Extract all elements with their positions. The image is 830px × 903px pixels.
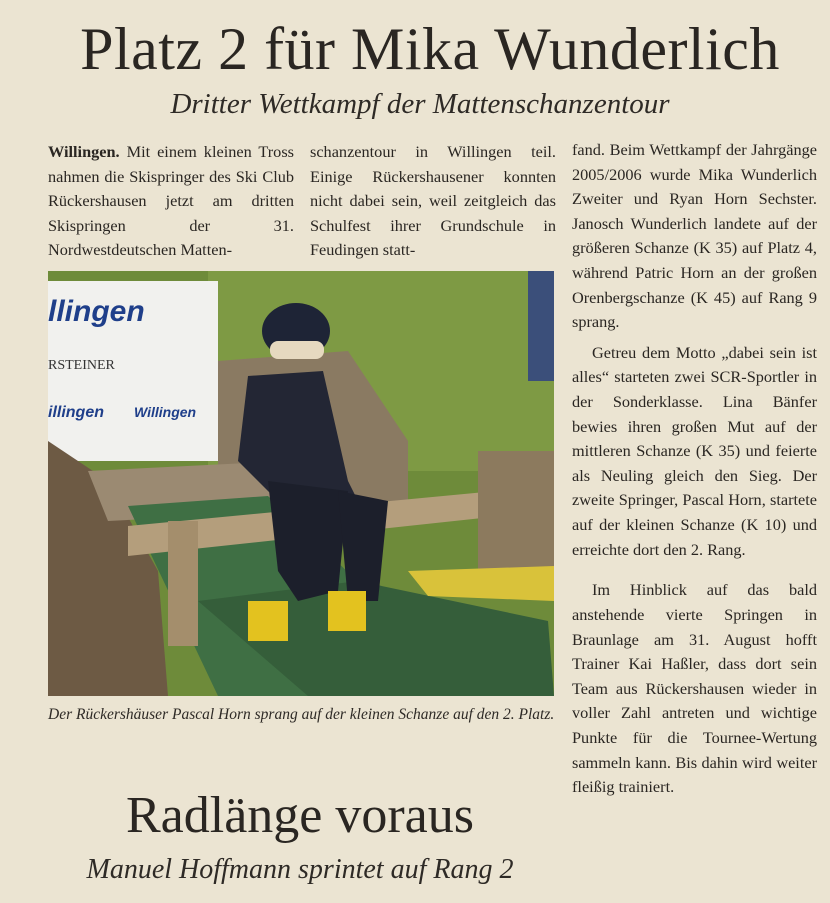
ski-jumper-photo: [48, 271, 554, 696]
banner-text-low-right: Willingen: [134, 404, 197, 420]
goggles: [270, 341, 324, 359]
photo-caption: Der Rückershäuser Pascal Horn sprang auf der kleinen Schanze auf den 2. Platz.: [48, 706, 555, 723]
banner-text-top: llingen: [48, 295, 145, 328]
banner-text-mid: RSTEINER: [48, 358, 115, 373]
second-headline: Radlänge voraus: [125, 787, 474, 844]
banner-text-low-left: illingen: [48, 404, 104, 421]
intro-text: Mit einem kleinen Tross nahmen die Skispringer des Ski Club Rückershausen jetzt am dritten Skispringen der 31. Nordwestdeutschen Matten-: [48, 142, 294, 260]
yellow-skis: [408, 566, 554, 601]
subheadline: Dritter Wettkampf der Mattenschanzentour: [170, 88, 670, 120]
column-3-paragraph-3: Im Hinblick auf das bald anstehende vierte Springen in Braunlage am 31. August hofft Trainer Kai Haßler, dass dort sein Team aus Rückershausen wieder in voller Zahl antreten und wichtige Punkte für die Tournee-Wertung sammeln kann. Bis dahin wird weiter fleißig trainiert.: [572, 580, 817, 797]
right-structure: [478, 451, 554, 571]
article-column-1: [48, 140, 294, 263]
article-column-3: [572, 138, 817, 816]
article-photo: [48, 271, 554, 696]
dateline: Willingen.: [48, 142, 120, 161]
column-3-paragraph-2: Getreu dem Motto „dabei sein ist alles“ starteten zwei SCR-Sportler in der Sonderklasse. Lina Bänfer bewies ihren großen Mut auf der mittleren Schanze (K 35) und feierte als Neuling gleich den Sieg. Der zweite Springer, Pascal Horn, startete auf der kleinen Schanze (K 10) und erreichte dort den 2. Rang.: [572, 342, 817, 559]
rail-post: [168, 521, 198, 646]
column-3-paragraph-1: fand. Beim Wettkampf der Jahrgänge 2005/2006 wurde Mika Wunderlich Zweiter und Ryan Horn Sechster. Janosch Wunderlich landete auf der größeren Schanze (K 35) auf Platz 4, während Patric Horn an der großen Orenbergschanze (K 45) auf Rang 9 sprang.: [572, 140, 817, 332]
column-2-text: schanzentour in Willingen teil. Einige Rückershausener konnten nicht dabei sein, weil zeitgleich das Schulfest ihrer Grundschule in Feudingen statt-: [310, 142, 556, 260]
boot-left: [248, 601, 288, 641]
second-subheadline: Manuel Hoffmann sprintet auf Rang 2: [86, 854, 514, 885]
spectator-legs: [528, 271, 554, 381]
article-column-2: [310, 140, 556, 263]
intro-paragraph: [48, 140, 294, 263]
headline: Platz 2 für Mika Wunderlich: [80, 16, 780, 82]
boot-right: [328, 591, 366, 631]
